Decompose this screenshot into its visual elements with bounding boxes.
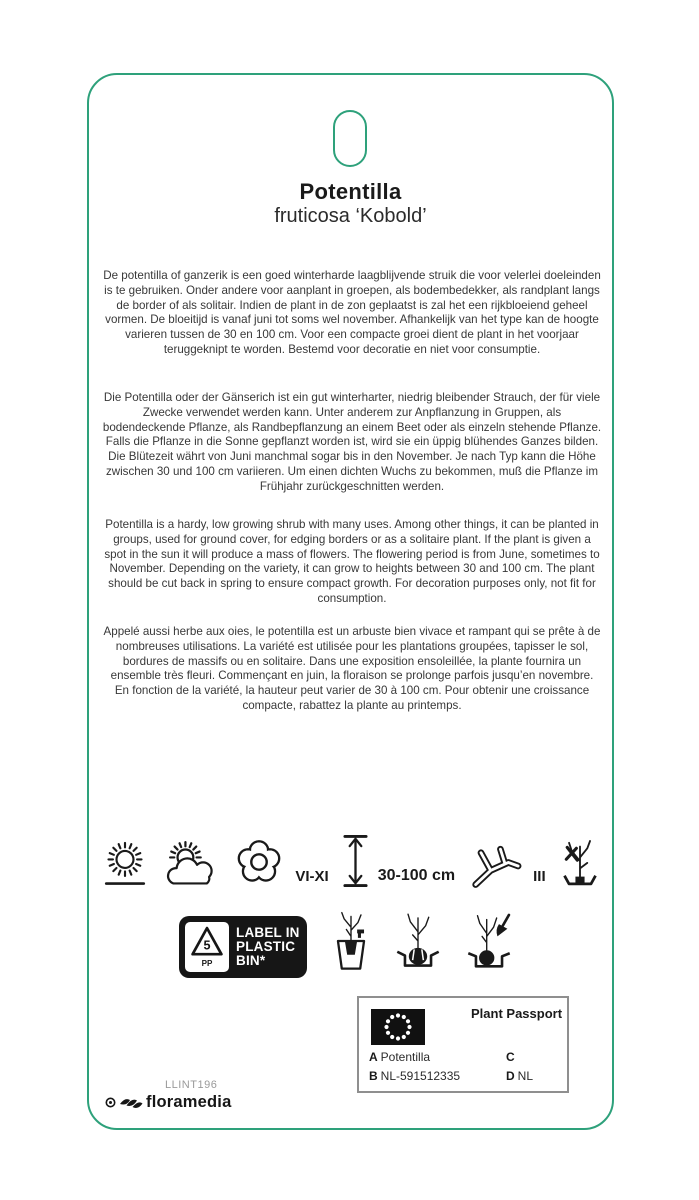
pot-watering-icon [328, 899, 374, 983]
recycle-line-3: BIN* [236, 953, 266, 968]
pruning-month-label: III [533, 868, 546, 885]
floramedia-circle-icon [105, 1097, 116, 1108]
passport-field-c [506, 1050, 518, 1064]
care-icons-row [89, 819, 612, 889]
passport-field-a [369, 1050, 430, 1064]
passport-key-b: B [369, 1069, 378, 1083]
floramedia-leaf-icon [119, 1095, 143, 1111]
bloom-period-label: VI-XI [295, 868, 329, 885]
plant-passport-title: Plant Passport [471, 1006, 563, 1021]
half-shade-icon [163, 837, 219, 889]
recycle-pp5-icon [185, 922, 229, 972]
plant-genus-title: Potentilla [299, 179, 402, 204]
svg-text:5: 5 [203, 938, 211, 953]
full-sun-icon [100, 837, 150, 889]
rootball-icon [395, 899, 441, 983]
eu-flag-icon [371, 1009, 425, 1045]
recycle-line-1: LABEL IN [236, 925, 300, 940]
recycle-badge [179, 916, 307, 978]
recycle-badge-text [236, 926, 300, 968]
recycle-line-2: PLASTIC [236, 939, 296, 954]
description-dutch: De potentilla of ganzerik is een goed winterharde laagblijvende struik die voor velerlei doeleinden is te gebruiken. Onder andere voor aanplant in groepen, als bodembedekker, als randplant langs de border of als solitair. Indien de plant in de zon geplaatst is zal het een rijkbloeiend geheel vormen. De bloeitijd is vanaf juni tot soms wel november. Afhankelijk van het type kan de hoogte varieren tussen de 30 en 100 cm. Voor een compacte groei dient de plant in het voorjaar teruggeknipt te worden. Bestemd voor decoratie en niet voor consumptie. [103, 269, 601, 356]
passport-value-a: Potentilla [380, 1050, 431, 1064]
passport-field-b [369, 1069, 460, 1083]
height-range-label: 30-100 cm [377, 867, 456, 884]
floramedia-logo [105, 1093, 231, 1112]
description-german: Die Potentilla oder der Gänserich ist ein gut winterharter, niedrig bleibender Strauch, der für viele Zwecke verwendet werden kann. Unter anderem zur Anpflanzung in Gruppen, als bodendeckende Pflanze, als Randbepflanzung an einem Beet oder als einzeln stehende Pflanze. Falls die Pflanze in die Sonne gepflanzt worden ist, wird sie ein üppig blühendes Ganzes bilden. Die Blütezeit währt von Juni manchmal sogar bis in den November. Je nach Typ kann die Höhe zwischen 30 und 100 cm variieren. Um einen dichten Wuchs zu bekommen, muß die Pflanze im Frühjahr zurückgeschnitten werden. [102, 391, 602, 493]
passport-value-b: NL-591512335 [380, 1069, 461, 1083]
flower-icon [232, 835, 286, 889]
hanging-hole [333, 110, 367, 167]
brand-name: floramedia [146, 1093, 232, 1111]
passport-key-d: D [506, 1069, 515, 1083]
passport-key-a: A [369, 1050, 378, 1064]
description-english: Potentilla is a hardy, low growing shrub with many uses. Among other things, it can be planted in groups, used for ground cover, for edging borders or as a solitaire plant. If the plant is given a spot in the sun it will produce a mass of flowers. The flowering period is from June, sometimes to November. Depending on the variety, it can grow to heights between 30 and 100 cm. The plant should be cut back in spring to ensure compact growth. For decoration purposes only, not fit for consumption. [104, 518, 600, 605]
plant-label-card [87, 73, 614, 1130]
height-arrow-icon [342, 833, 369, 889]
label-code: LLINT196 [165, 1079, 218, 1091]
description-french: Appelé aussi herbe aux oies, le potentilla est un arbuste bien vivace et rampant qui se prête à de nombreuses utilisations. La variété est utilisée pour les plantations groupées, tapisser le sol, bordures de massifs ou en solitaire. Dans une exposition ensoleillée, la plante fournira un ensemble très fleuri. Commençant en juin, la floraison se prolonge parfois jusqu’en novembre. En fonction de la variété, la hauteur peut varier de 30 à 100 cm. Pour obtenir une croissance compacte, rabattez la plante au printemps. [103, 625, 601, 712]
plant-passport-box [357, 996, 569, 1093]
plant-scissors-icon [559, 835, 601, 889]
svg-text:PP: PP [201, 958, 213, 968]
passport-key-c: C [506, 1050, 515, 1064]
trowel-icon [466, 899, 512, 983]
pruning-branch-icon [468, 843, 524, 889]
passport-value-d: NL [517, 1069, 534, 1083]
plant-cultivar-subtitle: fruticosa ‘Kobold’ [274, 205, 427, 227]
passport-field-d [506, 1069, 533, 1083]
